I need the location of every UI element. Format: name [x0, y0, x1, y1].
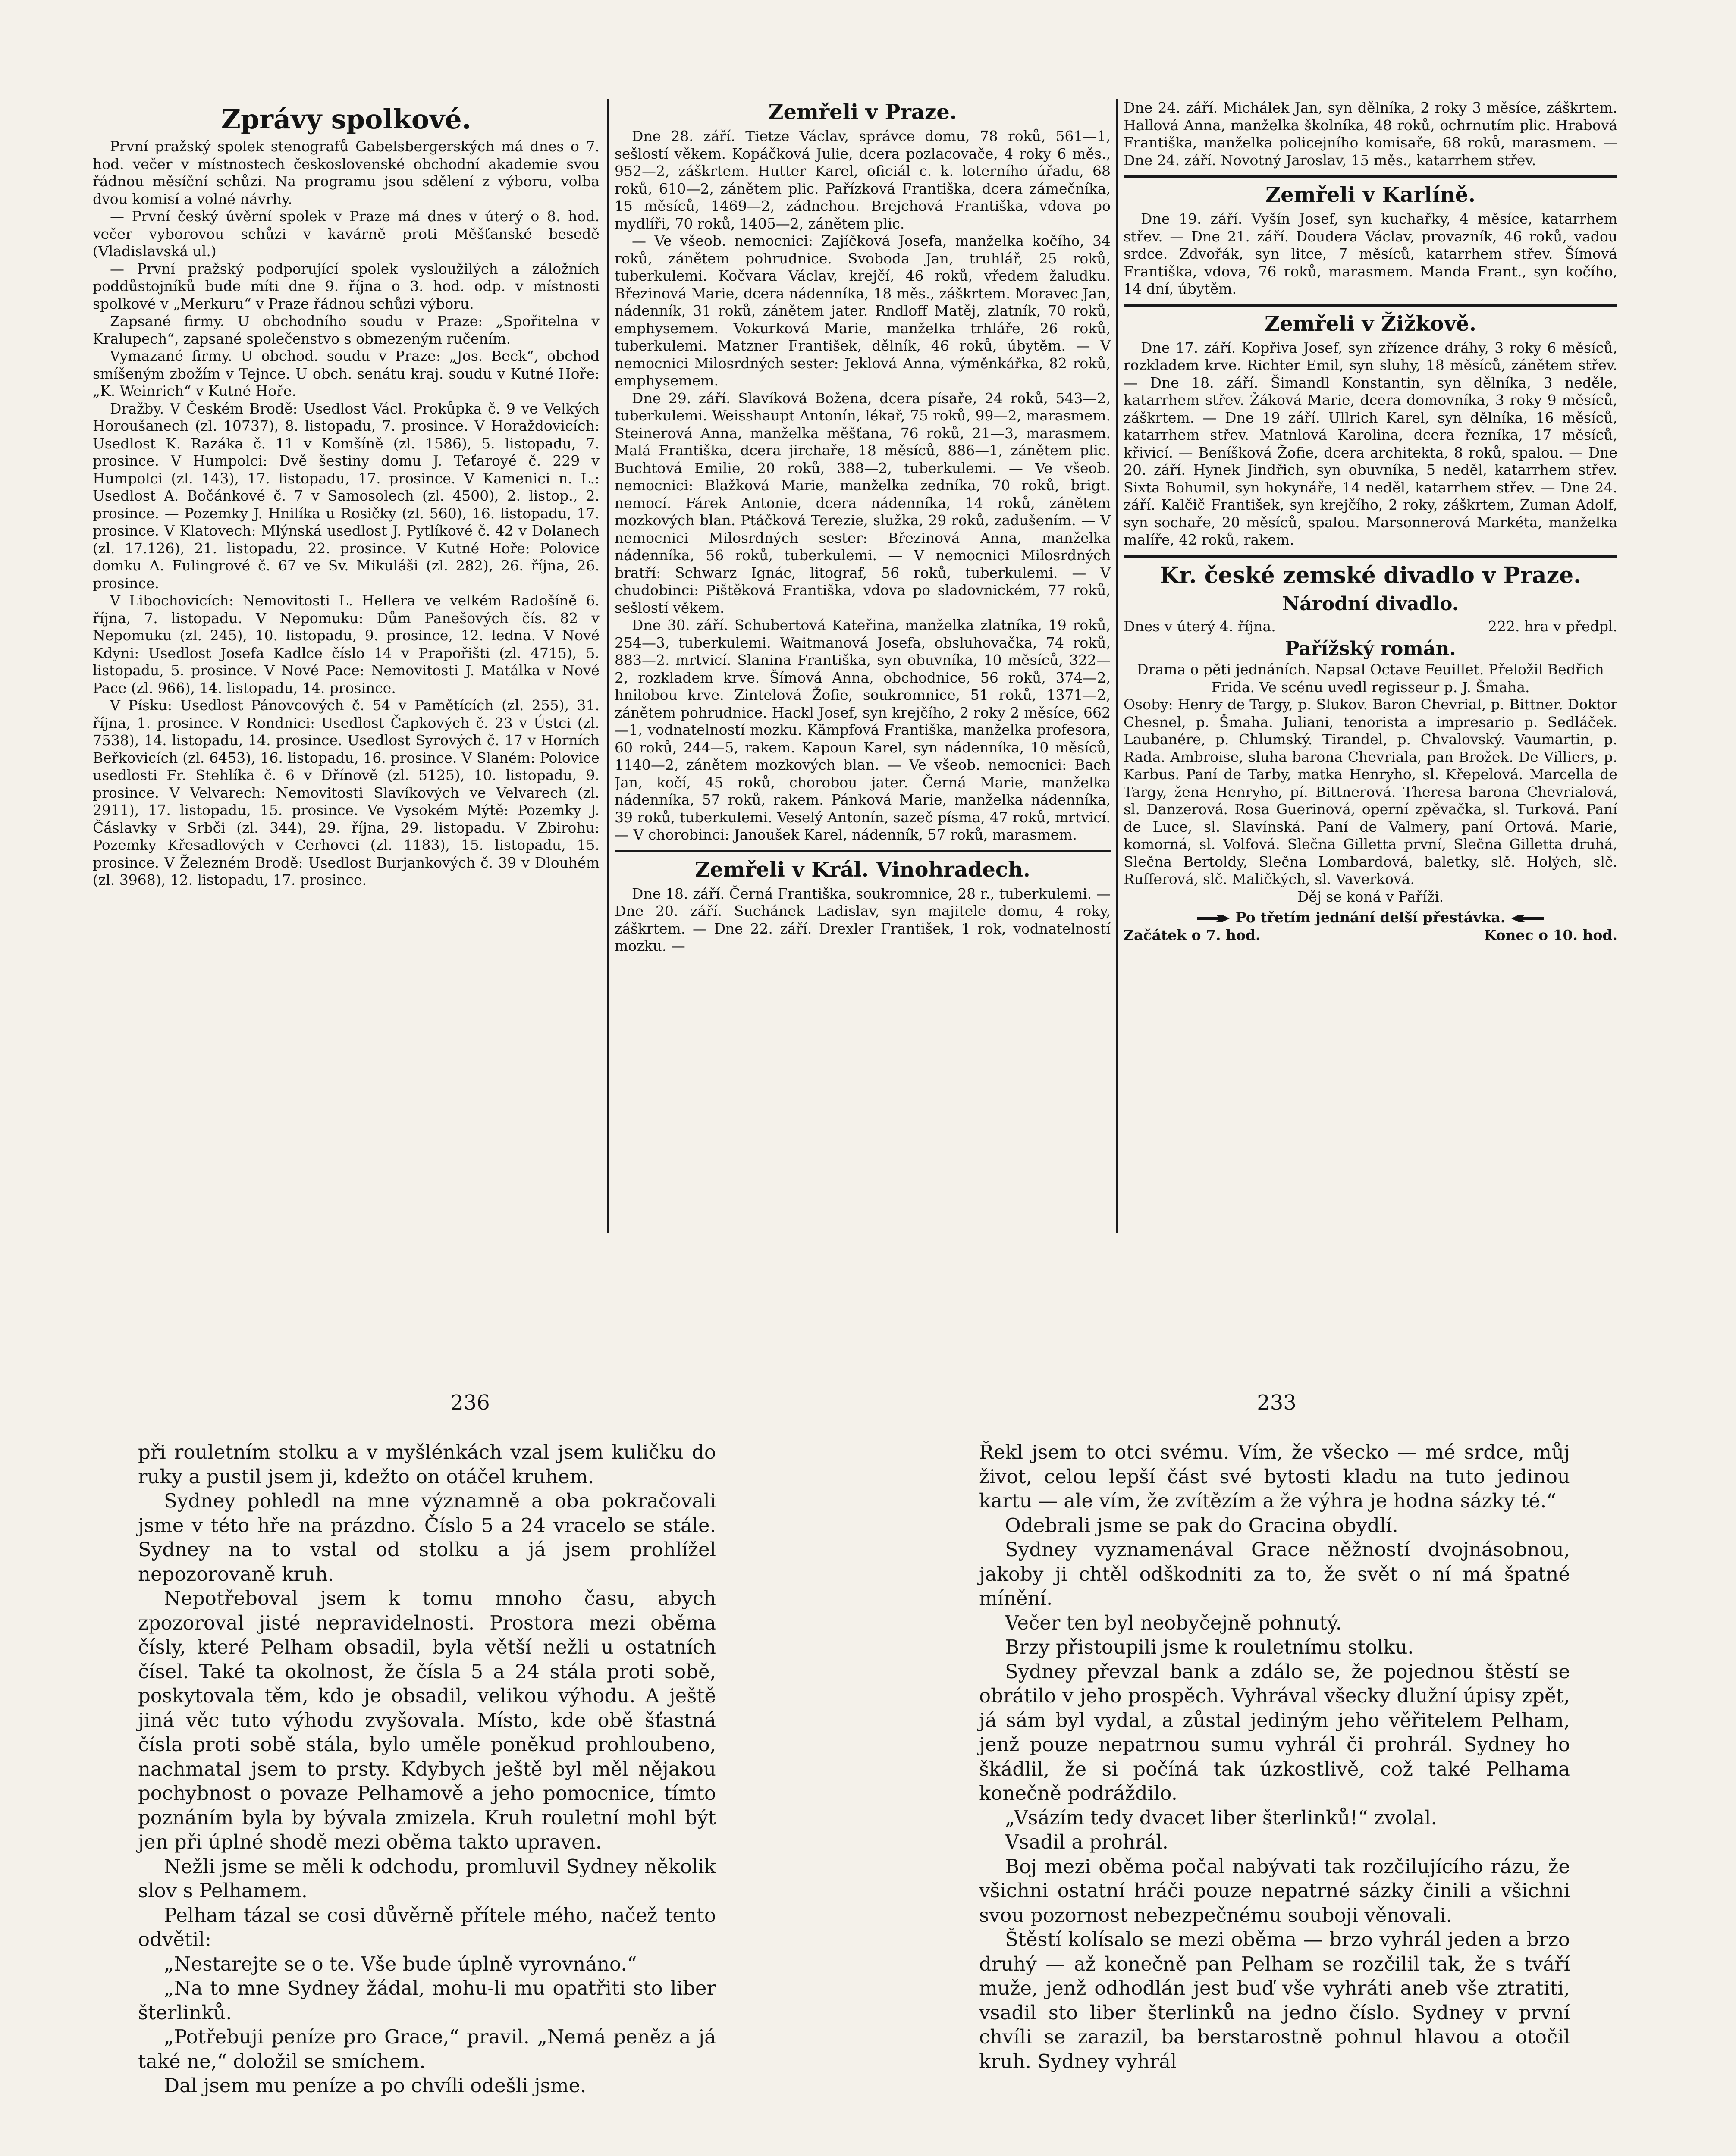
paragraph: Vsadil a prohrál. [1005, 1830, 1168, 1853]
separator [1124, 175, 1617, 178]
paragraph: Dne 17. září. Kopřiva Josef, syn zřízence dráhy, 3 roky 6 měsíců, rozkladem krve. Richter Emil, syn sluhy, 18 měsíců, zánětem střev. — Dne 18. září. Šimandl Konstantin, syn dělníka, 3 neděle, katarrhem střev. Žáková Marie, dcera domovníka, 3 roky 9 měsíců, záškrtem. — Dne 19 září. Ullrich Karel, syn dělníka, 16 měsíců, katarrhem střev. Matnlová Karolina, dcera řezníka, 17 měsíců, křivicí. — Beníšková Žofie, dcera architekta, 8 roků, spalou. — Dne 20. září. Hynek Jindřich, syn obuvníka, 5 neděl, katarrhem střev. Sixta Bohumil, syn hokynáře, 14 neděl, katarrhem střev. — Dne 24. září. Kalčič František, syn krejčího, 2 roky, záškrtem, Zuman Adolf, syn sochaře, 20 měsíců, spalou. Marsonnerová Markéta, manželka malíře, 42 roků, rakem. [1124, 339, 1617, 548]
paragraph: Brzy přistoupili jsme k rouletnímu stolku. [1005, 1636, 1414, 1658]
paragraph: „Potřebuji peníze pro Grace,“ pravil. „Nemá peněz a já také ne,“ doložil se smíchem. [138, 2025, 716, 2073]
paragraph: Zapsané firmy. U obchodního soudu v Praze: „Spořitelna v Kralupech“, zapsané společenstvo s obmezeným ručením. [93, 313, 600, 347]
heading-deaths-zizkov: Zemřeli v Žižkově. [1265, 311, 1476, 336]
paragraph: Řekl jsem to otci svému. Vím, že všecko — mé srdce, můj život, celou lepší část své bytosti kladu na tuto jedinou kartu — ale vím, že zvítězím a že výhra je hodna sázky té.“ [979, 1441, 1570, 1512]
theater-date: Dnes v úterý 4. října. [1124, 617, 1276, 635]
paragraph: Dražby. V Českém Brodě: Usedlost Václ. Prokůpka č. 9 ve Velkých Horoušanech (zl. 10737), 8. listopadu, 7. prosince. V Horaždovicích: Usedlost K. Razáka č. 11 v Komšíně (zl. 1586), 5. listopadu, 7. prosince. V Humpolci: Dvě šestiny domu J. Teťaroyé č. 229 v Humpolci (zl. 143), 17. listopadu, 17. prosince. V Kamenici n. L.: Usedlost A. Bočánkové č. 7 v Samosolech (zl. 4500), 2. listop., 2. prosince. — Pozemky J. Hnilíka u Rosičky (zl. 560), 16. listopadu, 17. prosince. V Klatovech: Mlýnská usedlost J. Pytlíkové č. 42 v Dolanech (zl. 17.126), 21. listopadu, 22. prosince. V Kutné Hoře: Polovice domku A. Fulingrové č. 67 ve Sv. Mikuláši (zl. 282), 26. října, 26. prosince. [93, 400, 600, 592]
pointing-hand-icon [1196, 912, 1231, 925]
paragraph: při rouletním stolku a v myšlénkách vzal jsem kuličku do ruky a pustil jsem ji, kdežto on otáčel kruhem. [138, 1441, 716, 1488]
paragraph: „Vsázím tedy dvacet liber šterlinků!“ zvolal. [1005, 1806, 1437, 1829]
paragraph: „Nestarejte se o te. Vše bude úplně vyrovnáno.“ [164, 1952, 637, 1975]
paragraph: Dne 18. září. Černá Františka, soukromnice, 28 r., tuberkulemi. — Dne 20. září. Suchánek Ladislav, syn majitele domu, 4 roky, záškrtem. — Dne 22. září. Drexler František, 1 rok, vodnatelností mozku. — [615, 885, 1111, 954]
paragraph: — První pražský podporující spolek vysloužilých a záložních poddůstojníků bude míti dne 9. října o 3. hod. odp. v místnosti spolkové v „Merkuru“ v Praze řádnou schůzi výboru. [93, 260, 600, 312]
paragraph: V Libochovicích: Nemovitosti L. Hellera ve velkém Radošíně 6. října, 7. listopadu. V Nepomuku: Dům Panešových čís. 82 v Nepomuku (zl. 245), 10. listopadu, 9. prosince, 12. ledna. V Nové Kdyni: Usedlost Josefa Kadlce číslo 14 v Prapořišti (zl. 4715), 5. listopadu, 5. prosince. V Nové Pace: Nemovitosti J. Matálka v Nové Pace (zl. 966), 14. listopadu, 14. prosince. [93, 592, 600, 696]
column-deaths-theater [1124, 99, 1617, 1233]
start-time: Začátek o 7. hod. [1124, 926, 1261, 943]
paragraph: — První český úvěrní spolek v Praze má dnes v úterý o 8. hod. večer vyborovou schůzi v kavárně proti Měšťanské besedě (Vladislavská ul.) [93, 208, 600, 260]
heading-deaths-karlin: Zemřeli v Karlíně. [1265, 183, 1475, 207]
performance-times [1124, 927, 1617, 944]
column-divider [607, 99, 609, 1233]
intermission-line [1124, 909, 1617, 927]
heading-news: Zprávy spolkové. [221, 103, 471, 135]
column-divider [1116, 99, 1118, 1233]
paragraph: Pelham tázal se cosi důvěrně přítele mého, načež tento odvětil: [138, 1903, 716, 1951]
paragraph: Odebrali jsme se pak do Gracina obydlí. [1005, 1514, 1398, 1537]
paragraph: Dne 30. září. Schubertová Kateřina, manželka zlatníka, 19 roků, 254—3, tuberkulemi. Waitmanová Josefa, obsluhovačka, 74 roků, 883—2. mrtvicí. Slanina Františka, syn obuvníka, 10 měsíců, 322—2, rozkladem krve. Šímová Anna, obchodnice, 56 roků, 374—2, hnilobou krve. Zintelová Žofie, soukromnice, 51 roků, 1371—2, zánětem pohrudnice. Hackl Josef, syn krejčího, 2 roky 2 měsíce, 662—1, vodnatelností mozku. Kämpfová Františka, manželka profesora, 60 roků, 244—5, rakem. Kapoun Karel, syn nádenníka, 10 měsíců, 1140—2, zánětem mozkových blan. — Ve všeob. nemocnici: Bach Jan, kočí, 45 roků, chorobou jater. Černá Marie, manželka nádenníka, 57 roků, rakem. Pánková Marie, manželka nádenníka, 39 roků, tuberkulemi. Veselý Antonín, sazeč písma, 47 roků, mrtvicí. — V chorobinci: Janoušek Karel, nádenník, 57 roků, marasmem. [615, 617, 1111, 843]
paragraph: Večer ten byl neobyčejně pohnutý. [1005, 1611, 1342, 1634]
separator [1124, 555, 1617, 558]
intermission-text: Po třetím jednání delší přestávka. [1235, 909, 1506, 926]
column-news [93, 103, 600, 1233]
play-cast: Osoby: Henry de Targy, p. Slukov. Baron Chevrial, p. Bittner. Doktor Chesnel, p. Šmaha. Juliani, tenorista a impresario p. Sedláček. Laubanére, p. Chlumský. Tirandel, p. Chvalovský. Vaumartin, p. Rada. Ambroise, sluha barona Chevriala, pan Brožek. De Villiers, p. Karbus. Paní de Tarby, matka Henryho, sl. Křepelová. Marcella de Targy, žena Henryho, pí. Bittnerová. Theresa barona Chevrialová, sl. Danzerová. Rosa Guerinová, operní zpěvačka, sl. Turková. Paní de Luce, sl. Slavínská. Paní de Valmery, paní Ortová. Marie, komorná, sl. Volfová. Slečna Gilletta první, Slečna Gilletta druhá, Slečna Bertoldy, Slečna Lombardová, baletky, slč. Holých, slč. Rufferová, slč. Maličkých, sl. Vaverková. [1124, 696, 1617, 887]
paragraph: Štěstí kolísalo se mezi oběma — brzo vyhrál jeden a brzo druhý — až konečně pan Pelham se rozčilil tak, že s tváří muže, jenž odhodlán jest buď vše vyhráti aneb vše ztratiti, vsadil sto liber šterlinků na jedno číslo. Sydney v první chvíli se zarazil, ba berstarostně pohnul hlavou a otočil kruh. Sydney vyhrál [979, 1928, 1570, 2073]
play-description: Drama o pěti jednáních. Napsal Octave Feuillet. Přeložil Bedřich Frida. Ve scénu uvedl regisseur p. J. Šmaha. [1137, 661, 1604, 696]
novel-page-left [138, 1440, 716, 2098]
paragraph: Nepotřeboval jsem k tomu mnoho času, abych zpozoroval jisté nepravidelnosti. Prostora mezi oběma čísly, které Pelham obsadil, byla větší nežli u ostatních čísel. Také ta okolnost, že čísla 5 a 24 stála proti sobě, poskytovala těm, kdo je obsadil, velikou výhodu. A ještě jiná věc tuto výhodu zvyšovala. Místo, kde obě šťastná čísla proti sobě stála, bylo uměle poněkud prohloubeno, nachmatal jsem to prsty. Kdybych ještě byl měl nějakou pochybnost o povaze Pelhamově a jeho pomocnice, tímto poznáním byla by bývala zmizela. Kruh rouletní mohl být jen při úplné shodě mezi oběma takto upraven. [138, 1587, 716, 1853]
page-number-right: 233 [1257, 1391, 1297, 1415]
end-time: Konec o 10. hod. [1484, 926, 1617, 943]
paragraph: Boj mezi oběma počal nabývati tak rozčilujícího rázu, že všichni ostatní hráči pouze nepatrné sázky činili a všichni svou pozornost nebezpečnému souboji věnovali. [979, 1855, 1570, 1927]
paragraph: Vymazané firmy. U obchod. soudu v Praze: „Jos. Beck“, obchod smíšeným zbožím v Tejnce. U obch. senátu kraj. soudu v Kutné Hoře: „K. Weinrich“ v Kutné Hoře. [93, 348, 600, 399]
paragraph: „Na to mne Sydney žádal, mohu-li mu opatřiti sto liber šterlinků. [138, 1977, 716, 2024]
paragraph: V Písku: Usedlost Pánovcových č. 54 v Pamětících (zl. 255), 31. října, 1. prosince. V Rondnici: Usedlost Čapkových č. 23 v Ústci (zl. 7538), 14. listopadu, 14. prosince. Usedlost Syrových č. 17 v Horních Beřkovicích (zl. 6453), 16. listopadu, 16. prosince. V Slaném: Polovice usedlosti Fr. Stehlíka č. 6 v Dřínově (zl. 5125), 10. listopadu, 9. prosince. V Velvarech: Nemovitosti Slavíkových ve Velvarech (zl. 2911), 17. listopadu, 15. prosince. Ve Vysokém Mýtě: Pozemky J. Čáslavky v Srbči (zl. 344), 29. října, 29. listopadu. V Zbirohu: Pozemky Křesadlových v Cerhovci (zl. 1183), 15. listopadu, 15. prosince. V Železném Brodě: Usedlost Burjankových č. 39 v Dlouhém (zl. 3968), 12. listopadu, 17. prosince. [93, 697, 600, 888]
novel-page-right [979, 1440, 1570, 2074]
paragraph: Dne 19. září. Vyšín Josef, syn kuchařky, 4 měsíce, katarrhem střev. — Dne 21. září. Doudera Václav, provazník, 46 roků, vadou srdce. Zdvořák, syn litce, 7 měsíců, katarrhem střev. Šímová Františka, vdova, 76 roků, marasmem. Manda Frant., syn kočího, 14 dní, úbytěm. [1124, 210, 1617, 297]
separator [615, 850, 1111, 852]
paragraph: Nežli jsme se měli k odchodu, promluvil Sydney několik slov s Pelhamem. [138, 1855, 716, 1902]
play-title: Pařížský román. [1285, 638, 1456, 660]
theater-subtitle: Národní divadlo. [1282, 592, 1459, 615]
paragraph: Dne 29. září. Slavíková Božena, dcera písaře, 24 roků, 543—2, tuberkulemi. Weisshaupt Antonín, lékař, 75 roků, 99—2, marasmem. Steinerová Anna, manželka měšťana, 76 roků, 21—3, marasmem. Malá Františka, dcera jirchaře, 18 měsíců, 886—1, zánětem plic. Buchtová Emilie, 20 roků, 388—2, tuberkulemi. — Ve všeob. nemocnici: Blažková Marie, manželka zedníka, 70 roků, brigt. nemocí. Fárek Antonie, dcera nádenníka, 14 roků, zánětem mozkových blan. Ptáčková Terezie, služka, 29 roků, zadušením. — V nemocnici Milosrdných sester: Březinová Anna, manželka nádenníka, 56 roků, tuberkulemi. — V nemocnici Milosrdných bratří: Schwarz Ignác, litograf, 56 roků, tuberkulemi. — V chudobinci: Pištěková Františka, vdova po sladovnickém, 77 roků, sešlostí věkem. [615, 389, 1111, 616]
separator [1124, 304, 1617, 307]
paragraph: Sydney vyznamenával Grace něžností dvojnásobnou, jakoby ji chtěl odškodniti za to, že svět o ní má špatné mínění. [979, 1538, 1570, 1610]
paragraph: Dne 24. září. Michálek Jan, syn dělníka, 2 roky 3 měsíce, záškrtem. Hallová Anna, manželka školníka, 48 roků, ochrnutím plic. Hrabová Františka, manželka policejního komisaře, 68 roků, marasmem. — Dne 24. září. Novotný Jaroslav, 15 měs., katarrhem střev. [1124, 99, 1617, 169]
heading-deaths-prague: Zemřeli v Praze. [768, 100, 957, 124]
paragraph: Sydney pohledl na mne významně a oba pokračovali jsme v této hře na prázdno. Číslo 5 a 24 vracelo se stále. Sydney na to vstal od stolku a já jsem prohlížel nepozorovaně kruh. [138, 1489, 716, 1586]
column-deaths [615, 99, 1111, 1229]
page-number-left: 236 [450, 1391, 490, 1415]
paragraph: Dal jsem mu peníze a po chvíli odešli jsme. [164, 2074, 587, 2097]
paragraph: Dne 28. září. Tietze Václav, správce domu, 78 roků, 561—1, sešlostí věkem. Kopáčková Julie, dcera pozlacovače, 4 roky 6 měs., 952—2, záškrtem. Hutter Karel, oficiál c. k. loterního úřadu, 68 roků, 610—2, zánětem plic. Pařízková Františka, dcera zámečníka, 15 měsíců, 1469—2, zádnchou. Brejchová Františka, vdova po mydlíři, 70 roků, 1405—2, zánětem plic. [615, 128, 1111, 232]
theater-performance: 222. hra v předpl. [1488, 617, 1617, 635]
theater-title: Kr. české zemské divadlo v Praze. [1159, 562, 1582, 589]
heading-deaths-vinohrady: Zemřeli v Král. Vinohradech. [695, 857, 1030, 882]
paragraph: Sydney převzal bank a zdálo se, že pojednou štěstí se obrátilo v jeho prospěch. Vyhrával všecky dlužní úpisy zpět, já sám byl vydal, a zůstal jediným jeho věřitelem Pelham, jenž pouze nepatrnou sumu vyhrál či prohrál. Sydney ho škádlil, že si počíná tak úzkostlivě, což také Pelhama konečně podráždilo. [979, 1660, 1570, 1805]
play-setting: Děj se koná v Paříži. [1297, 888, 1444, 905]
theater-dateline [1124, 618, 1617, 636]
paragraph: První pražský spolek stenografů Gabelsbergerských má dnes o 7. hod. večer v místnostech československé obchodní akademie svou řádnou měsíční schůzi. Na programu jsou sdělení z výboru, volba dvou komisí a volné návrhy. [93, 138, 600, 207]
pointing-hand-icon [1510, 912, 1545, 925]
paragraph: — Ve všeob. nemocnici: Zajíčková Josefa, manželka kočího, 34 roků, zánětem pohrudnice. Svoboda Jan, truhlář, 25 roků, tuberkulemi. Kočvara Václav, krejčí, 46 roků, vředem žaludku. Březinová Marie, dcera nádenníka, 18 měs., záškrtem. Moravec Jan, nádenník, 31 roků, zánětem jater. Rndloff Matěj, zlatník, 70 roků, emphysemem. Vokurková Marie, manželka trhláře, 26 roků, tuberkulemi. Matzner František, dělník, 46 roků, úbytěm. — V nemocnici Milosrdných sester: Jeklová Anna, výměnkářka, 82 roků, emphysemem. [615, 232, 1111, 389]
